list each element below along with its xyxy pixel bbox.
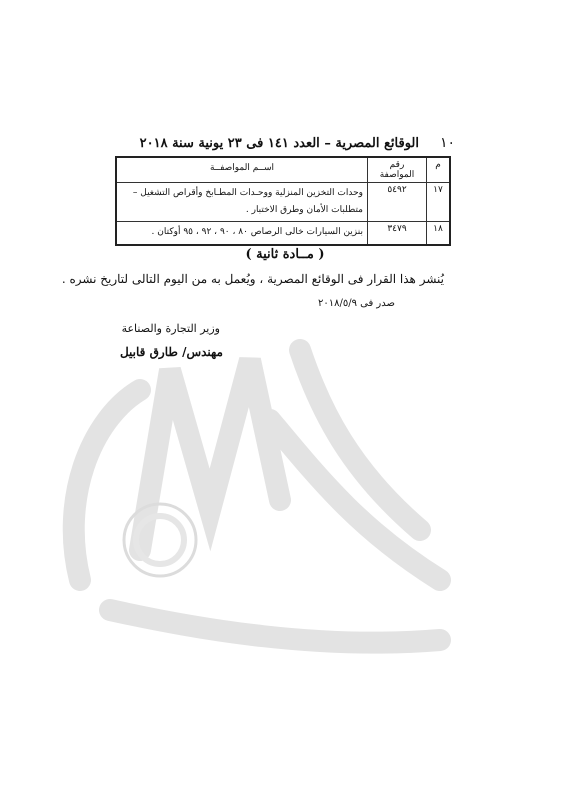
row-index: ١٨ bbox=[427, 222, 451, 246]
page-header bbox=[115, 135, 455, 155]
issued-date: صدر فى ٢٠١٨/٥/٩ bbox=[317, 298, 395, 309]
article-body-text: يُنشر هذا القرار فى الوقائع المصرية ، ويُعمل به من اليوم التالى لتاريخ نشره . bbox=[61, 272, 444, 286]
column-header-code: رقم المواصفة bbox=[368, 157, 427, 183]
page-number: ١٠ bbox=[439, 135, 455, 151]
minister-title: وزير التجارة والصناعة bbox=[121, 322, 220, 335]
row-name: بنزين السيارات خالى الرصاص ٨٠ ، ٩٠ ، ٩٢ ، ٩٥ أوكتان . bbox=[116, 222, 368, 246]
column-header-index: م bbox=[427, 157, 451, 183]
table-row bbox=[116, 222, 450, 246]
section-title: ( مــادة ثانية ) bbox=[245, 247, 325, 262]
row-name: وحدات التخزين المنزلية ووحـدات المطـابخ وأقراص التشغيل – متطلبات الأمان وطرق الاختبار . bbox=[116, 183, 368, 222]
column-header-name: اســم المواصفــة bbox=[116, 157, 368, 183]
gazette-title: الوقائع المصرية – العدد ١٤١ فى ٢٣ يونية سنة ٢٠١٨ bbox=[139, 136, 419, 151]
row-code: ٥٤٩٢ bbox=[368, 183, 427, 222]
row-code: ٣٤٧٩ bbox=[368, 222, 427, 246]
row-index: ١٧ bbox=[427, 183, 451, 222]
table-row bbox=[116, 183, 450, 222]
specifications-table bbox=[115, 156, 451, 246]
table-header-row bbox=[116, 157, 450, 183]
signature-name: مهندس/ طارق قابيل bbox=[119, 345, 223, 359]
watermark-emblem bbox=[20, 250, 480, 670]
